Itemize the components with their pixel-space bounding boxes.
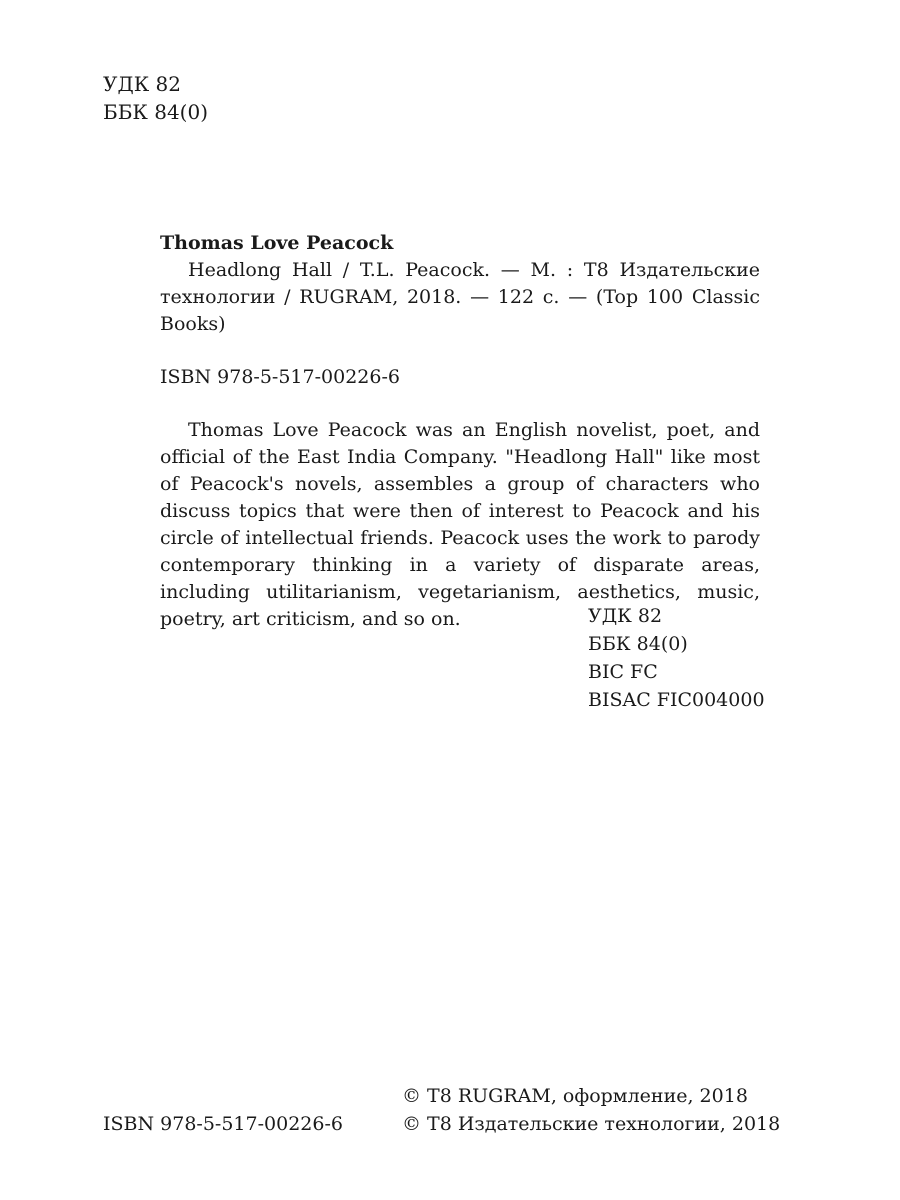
entry-isbn: ISBN 978-5-517-00226-6	[160, 366, 400, 388]
bibliographic-description: Headlong Hall / T.L. Peacock. — M. : T8 Издательские технологии / RUGRAM, 2018. — 122 с. — (Top 100 Classic Books)	[160, 259, 760, 335]
bic-code: BIC FC	[588, 661, 658, 683]
bisac-code: BISAC FIC004000	[588, 689, 765, 711]
copyright-design: © T8 RUGRAM, оформление, 2018	[402, 1085, 748, 1107]
copyright-technologies: © T8 Издательские технологии, 2018	[402, 1113, 781, 1135]
udk-code: УДК 82	[588, 605, 663, 627]
classification-codes	[588, 602, 765, 714]
annotation-paragraph: Thomas Love Peacock was an English novelist, poet, and official of the East India Company. "Headlong Hall" like most of Peacock's novels, assembles a group of characters who discuss topics that were then of interest to Peacock and his circle of intellectual friends. Peacock uses the work to parody contemporary thinking in a variety of disparate areas, including utilitarianism, vegetarianism, aesthetics, music, poetry, art criticism, and so on.	[160, 419, 760, 630]
header-classification-codes	[103, 70, 208, 126]
author-name: Thomas Love Peacock	[160, 232, 394, 254]
bbk-code: ББК 84(0)	[588, 633, 688, 655]
footer-isbn: ISBN 978-5-517-00226-6	[103, 1113, 343, 1135]
catalog-entry	[160, 230, 760, 633]
copyright-notices	[402, 1082, 780, 1138]
udk-code: УДК 82	[103, 72, 181, 96]
bbk-code: ББК 84(0)	[103, 100, 209, 124]
